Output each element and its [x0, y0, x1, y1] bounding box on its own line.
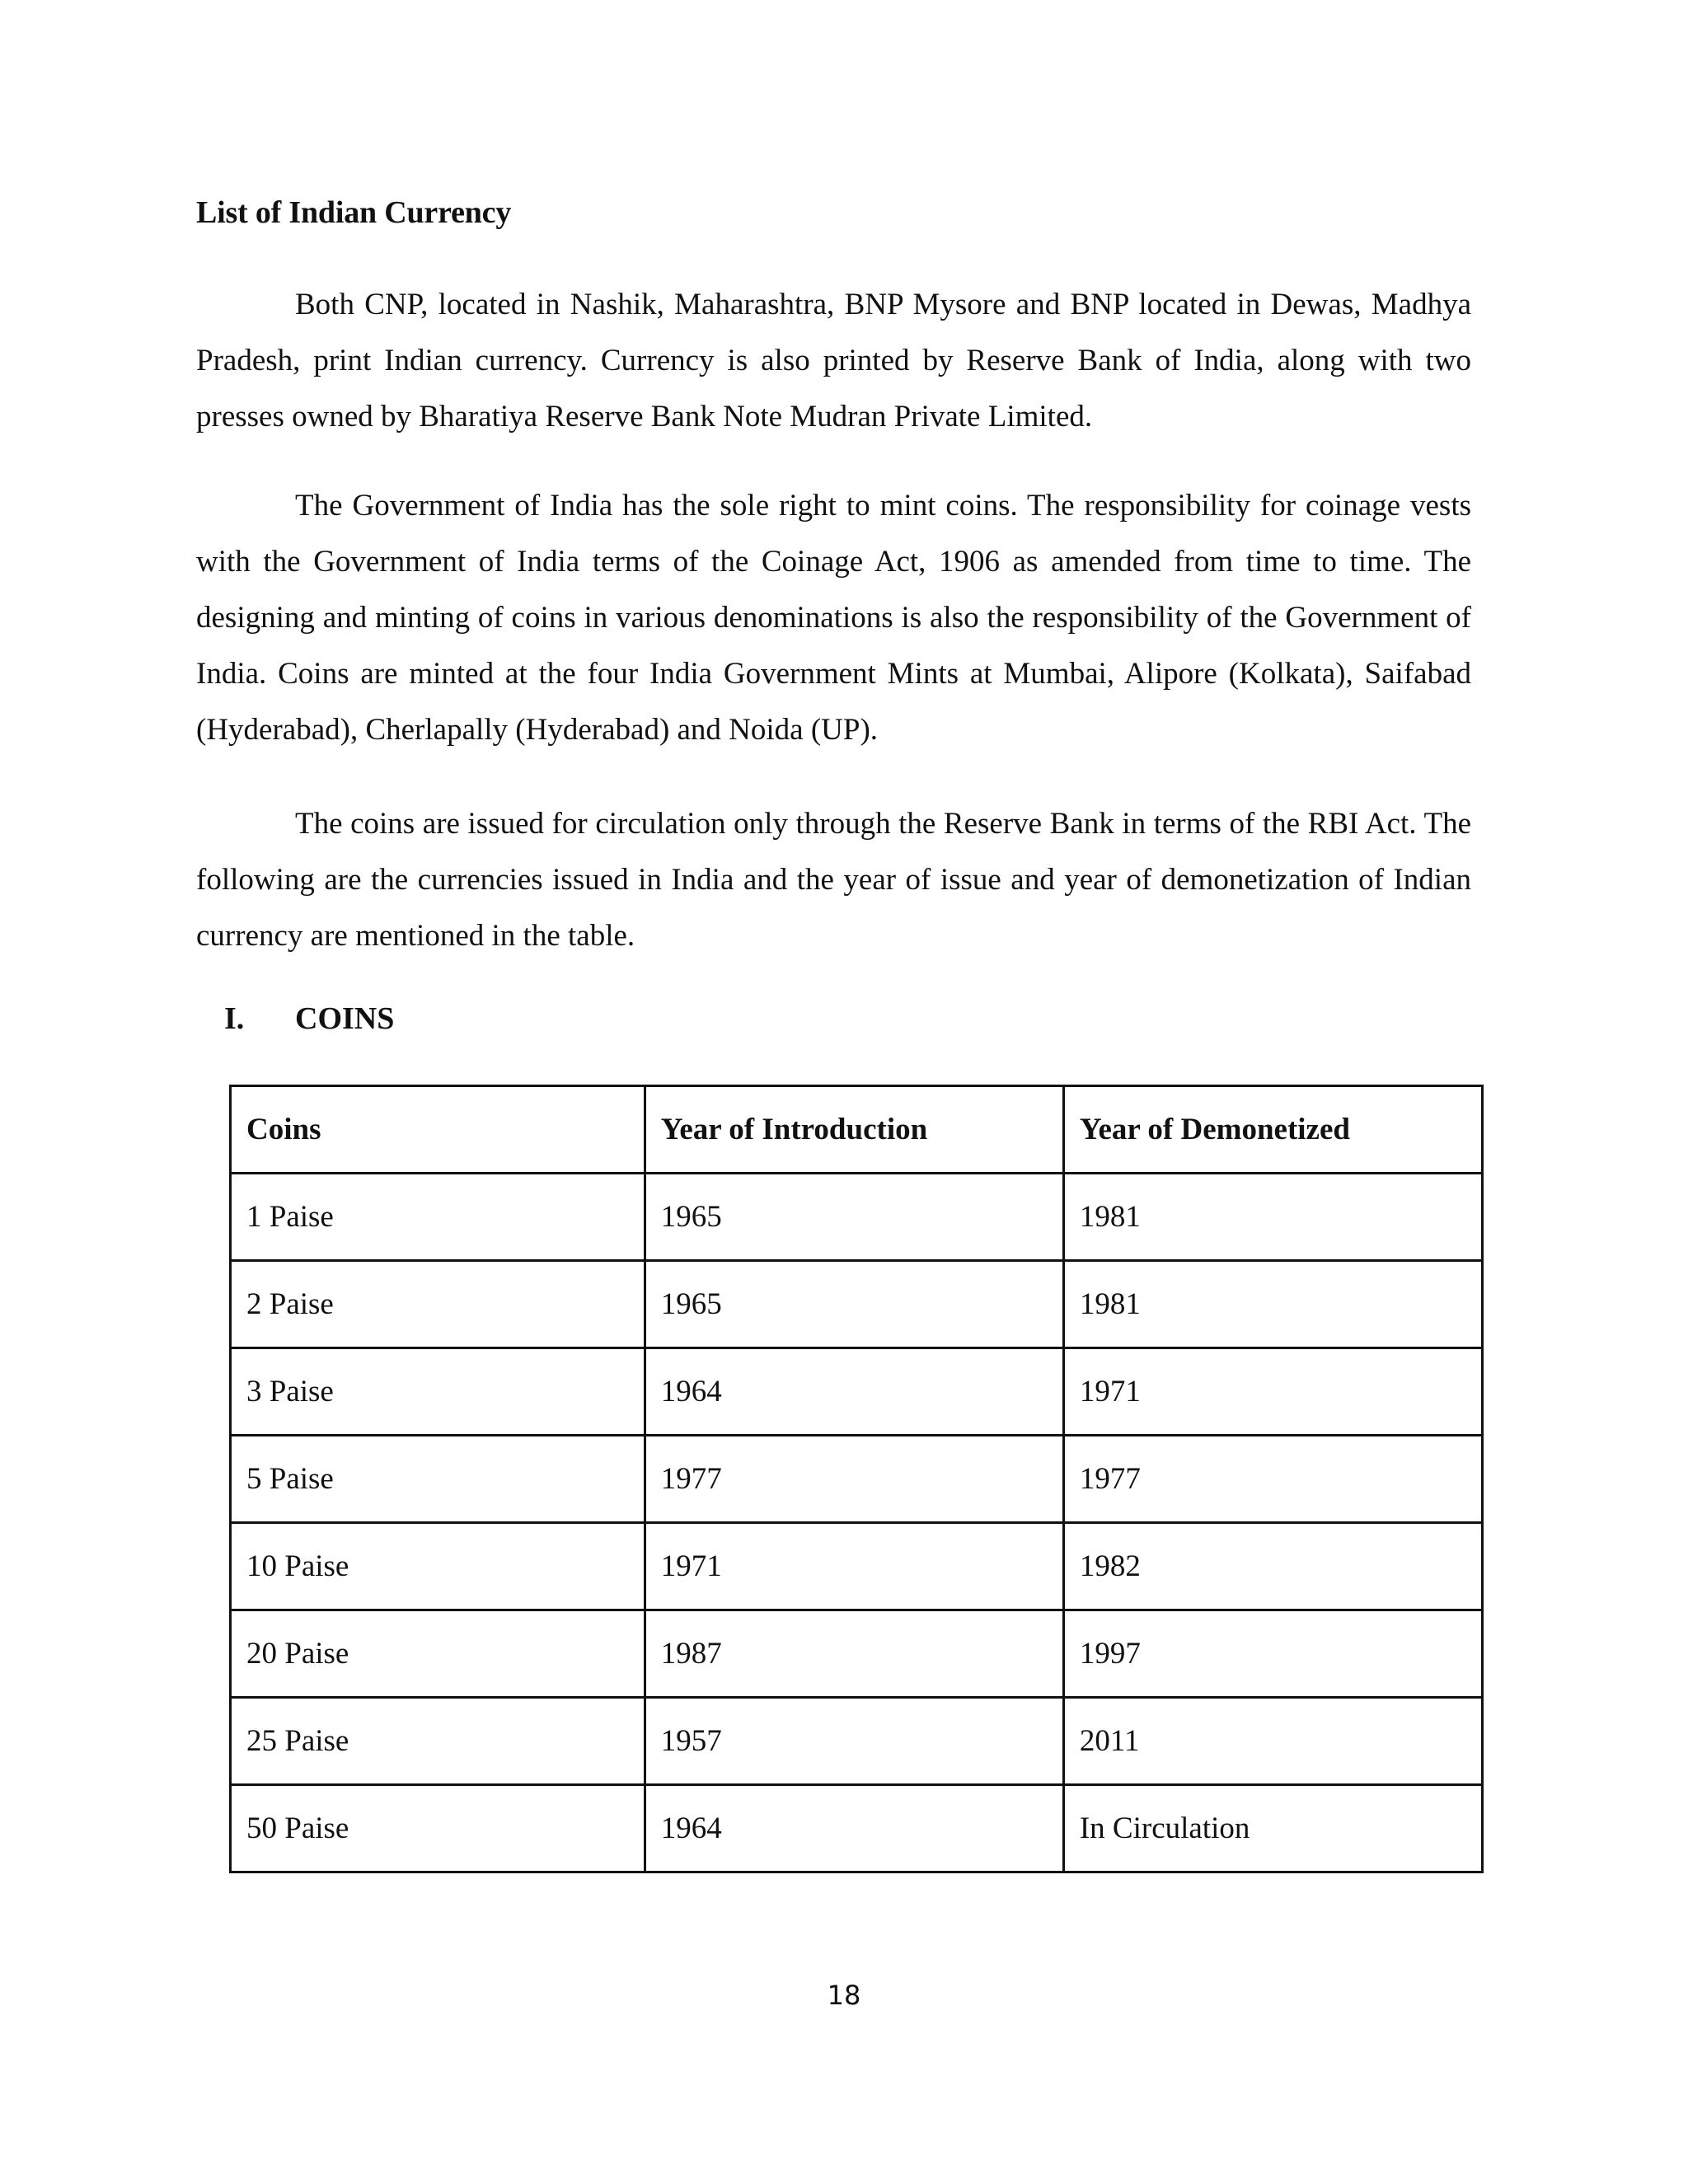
cell-year-demonetized: 1982	[1063, 1523, 1482, 1610]
page-heading: List of Indian Currency	[196, 195, 512, 230]
cell-coin: 1 Paise	[231, 1174, 645, 1261]
table-row	[231, 1436, 1483, 1523]
cell-coin: 50 Paise	[231, 1785, 645, 1872]
table-row	[231, 1610, 1483, 1698]
cell-year-demonetized: In Circulation	[1063, 1785, 1482, 1872]
cell-year-introduced: 1957	[645, 1698, 1063, 1785]
table-row	[231, 1523, 1483, 1610]
cell-year-demonetized: 1971	[1063, 1348, 1482, 1436]
cell-coin: 20 Paise	[231, 1610, 645, 1698]
cell-year-introduced: 1965	[645, 1261, 1063, 1348]
header-coins: Coins	[231, 1086, 645, 1174]
table-row	[231, 1174, 1483, 1261]
paragraph-printing-presses: Both CNP, located in Nashik, Maharashtra, BNP Mysore and BNP located in Dewas, Madhya Pradesh, print Indian currency. Currency is also printed by Reserve Bank of India, along with two presses owned by Bharatiya Reserve Bank Note Mudran Private Limited.	[196, 288, 1471, 434]
cell-year-demonetized: 1997	[1063, 1610, 1482, 1698]
table-row	[231, 1785, 1483, 1872]
cell-year-demonetized: 1977	[1063, 1436, 1482, 1523]
cell-coin: 5 Paise	[231, 1436, 645, 1523]
table-row	[231, 1348, 1483, 1436]
cell-coin: 10 Paise	[231, 1523, 645, 1610]
section-title-coins	[224, 1001, 394, 1037]
cell-year-introduced: 1977	[645, 1436, 1063, 1523]
cell-coin: 25 Paise	[231, 1698, 645, 1785]
table-row	[231, 1698, 1483, 1785]
section-label: COINS	[295, 1001, 395, 1036]
cell-year-demonetized: 1981	[1063, 1261, 1482, 1348]
cell-coin: 2 Paise	[231, 1261, 645, 1348]
coins-table	[229, 1085, 1484, 1873]
cell-year-demonetized: 1981	[1063, 1174, 1482, 1261]
cell-year-introduced: 1965	[645, 1174, 1063, 1261]
page-number: 18	[827, 1980, 861, 2011]
paragraph-coin-minting: The Government of India has the sole right to mint coins. The responsibility for coinage vests with the Government of India terms of the Coinage Act, 1906 as amended from time to time. The designing and minting of coins in various denominations is also the responsibility of the Government of India. Coins are minted at the four India Government Mints at Mumbai, Alipore (Kolkata), Saifabad (Hyderabad), Cherlapally (Hyderabad) and Noida (UP).	[196, 489, 1471, 747]
cell-coin: 3 Paise	[231, 1348, 645, 1436]
cell-year-introduced: 1987	[645, 1610, 1063, 1698]
section-number: I.	[224, 1001, 245, 1036]
table-header-row	[231, 1086, 1483, 1174]
header-year-of-demonetized: Year of Demonetized	[1063, 1086, 1482, 1174]
cell-year-demonetized: 2011	[1063, 1698, 1482, 1785]
header-year-of-introduction: Year of Introduction	[645, 1086, 1063, 1174]
paragraph-coin-circulation: The coins are issued for circulation only through the Reserve Bank in terms of the RBI Act. The following are the currencies issued in India and the year of issue and year of demonetization of Indian currency are mentioned in the table.	[196, 807, 1471, 953]
cell-year-introduced: 1971	[645, 1523, 1063, 1610]
table-row	[231, 1261, 1483, 1348]
cell-year-introduced: 1964	[645, 1348, 1063, 1436]
cell-year-introduced: 1964	[645, 1785, 1063, 1872]
